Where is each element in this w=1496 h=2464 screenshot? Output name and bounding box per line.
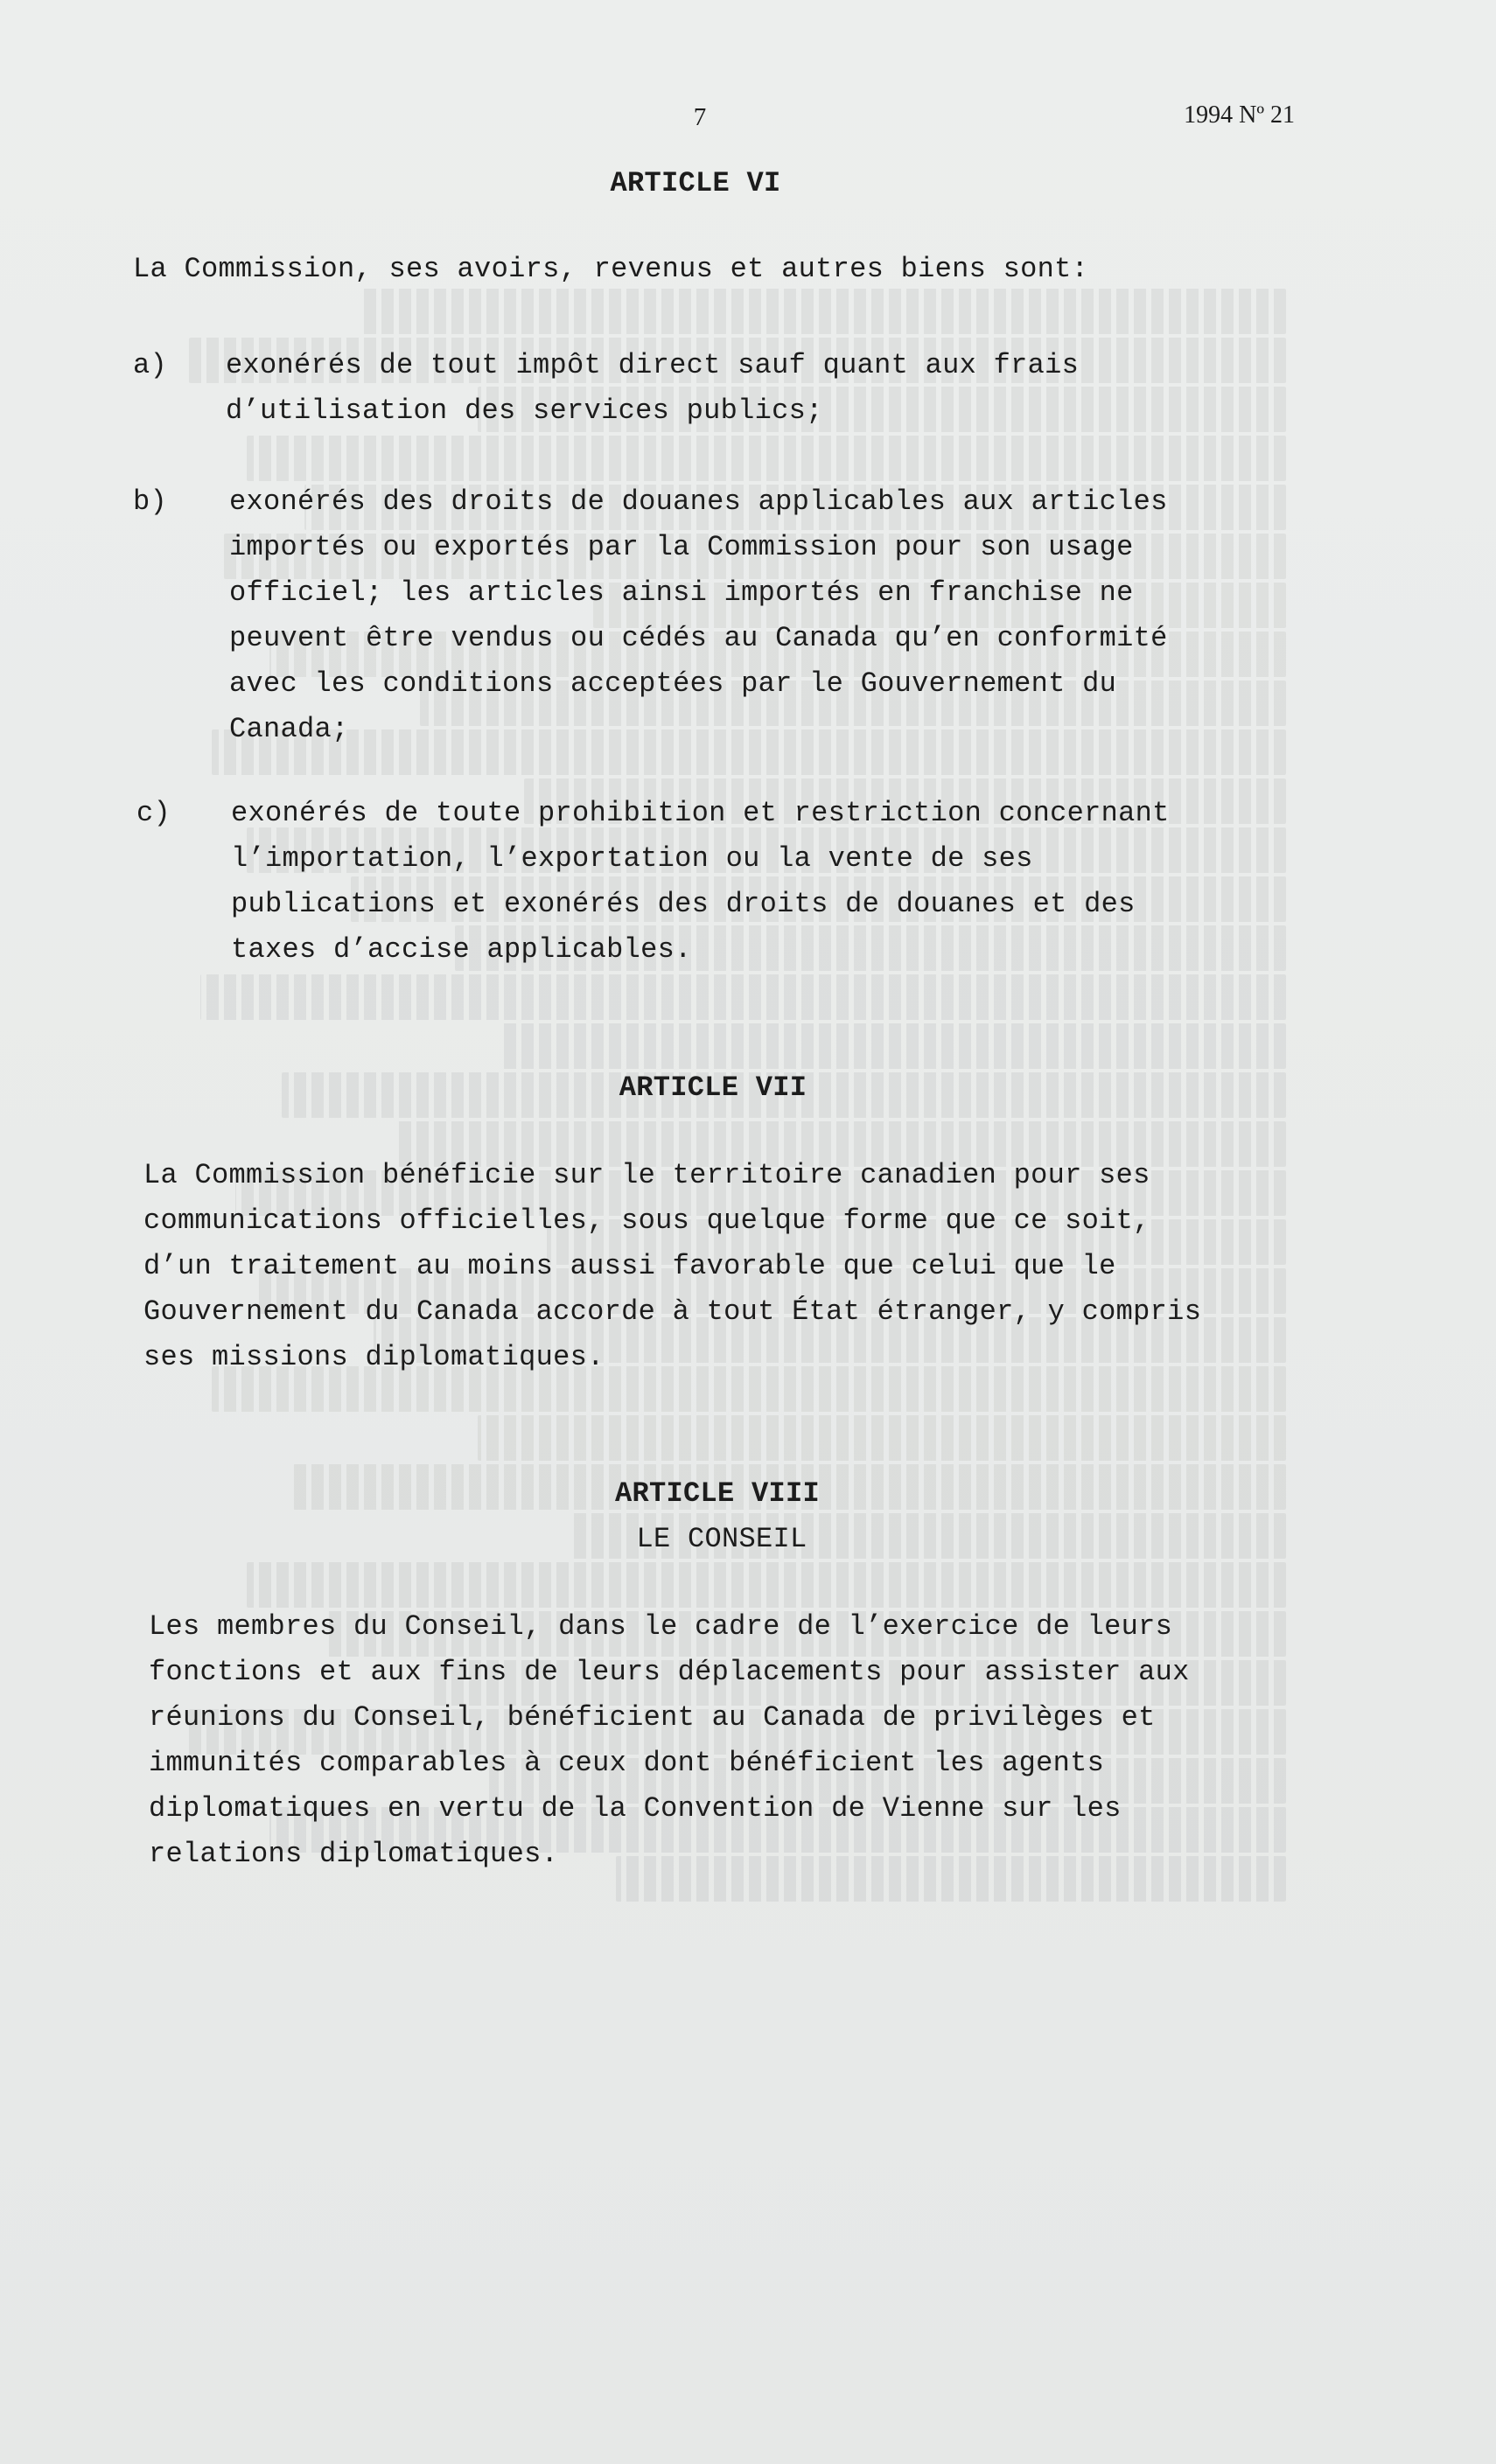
page-number: 7 [693,103,707,131]
item-line: l’importation, l’exportation ou la vente de ses [231,842,1033,875]
paragraph-line: fonctions et aux fins de leurs déplacements pour assister aux [149,1656,1190,1688]
paragraph-line: réunions du Conseil, bénéficient au Canada de privilèges et [149,1701,1156,1734]
list-marker: b) [133,485,168,518]
document-reference: 1994 Nº 21 [1184,101,1295,129]
article-8-heading: ARTICLE VIII [614,1477,821,1510]
paragraph-line: communications officielles, sous quelque forme que ce soit, [143,1204,1150,1237]
item-line: exonérés de tout impôt direct sauf quant aux frais [226,349,1080,381]
paragraph-line: La Commission bénéficie sur le territoire canadien pour ses [143,1159,1150,1191]
item-line: avec les conditions acceptées par le Gouvernement du [229,667,1117,700]
paragraph-line: relations diplomatiques. [149,1838,559,1870]
item-line: d’utilisation des services publics; [226,394,823,427]
item-line: publications et exonérés des droits de douanes et des [231,888,1136,920]
item-line: peuvent être vendus ou cédés au Canada qu’en conformité [229,622,1168,654]
list-marker: a) [133,349,168,381]
item-line: taxes d’accise applicables. [231,933,692,966]
item-line: exonérés des droits de douanes applicables aux articles [229,485,1168,518]
paragraph-line: immunités comparables à ceux dont bénéficient les agents [149,1747,1105,1779]
list-marker: c) [136,797,171,829]
paragraph-line: Gouvernement du Canada accorde à tout État étranger, y compris [143,1295,1202,1328]
article-8-paragraph [149,1604,1391,1877]
article-6-intro: La Commission, ses avoirs, revenus et autres biens sont: [133,253,1089,285]
article-8-subheading: LE CONSEIL [636,1523,807,1555]
item-line: importés ou exportés par la Commission pour son usage [229,531,1134,563]
paragraph-line: diplomatiques en vertu de la Convention de Vienne sur les [149,1792,1122,1825]
item-line: exonérés de toute prohibition et restriction concernant [231,797,1170,829]
article-7-heading: ARTICLE VII [619,1071,807,1104]
article-6-heading: ARTICLE VI [610,167,781,199]
item-line: Canada; [229,713,349,745]
article-7-paragraph [143,1153,1386,1380]
paragraph-line: ses missions diplomatiques. [143,1341,605,1373]
paragraph-line: d’un traitement au moins aussi favorable que celui que le [143,1250,1116,1282]
paragraph-line: Les membres du Conseil, dans le cadre de l’exercice de leurs [149,1610,1173,1643]
item-line: officiel; les articles ainsi importés en franchise ne [229,576,1134,609]
